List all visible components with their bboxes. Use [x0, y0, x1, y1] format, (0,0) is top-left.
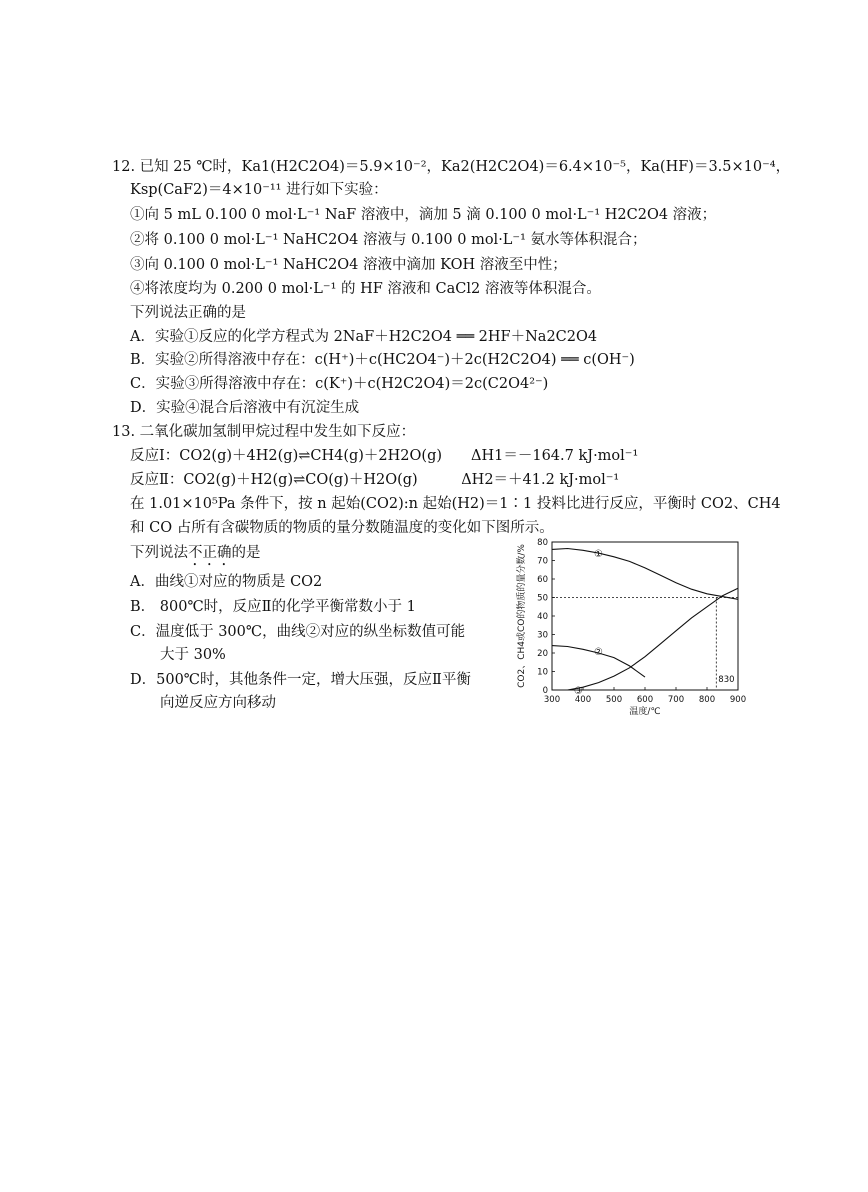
q13-reaction1: 反应Ⅰ：CO2(g)＋4H2(g)⇌CH4(g)＋2H2O(g) ΔH1＝－164.7 kJ·mol⁻¹: [130, 448, 639, 464]
series-label-1: ①: [594, 549, 603, 561]
q12-prompt: 下列说法正确的是: [130, 305, 246, 321]
series-line-3: [568, 588, 739, 690]
x-tick-label: 700: [667, 695, 685, 705]
q12-line2: Ksp(CaF2)＝4×10⁻¹¹ 进行如下实验：: [130, 182, 388, 198]
q13-option-c-line1: C．温度低于 300℃，曲线②对应的纵坐标数值可能: [130, 624, 466, 640]
q13-reaction2: 反应Ⅱ：CO2(g)＋H2(g)⇌CO(g)＋H2O(g) ΔH2＝＋41.2 kJ·mol⁻¹: [130, 472, 620, 488]
y-tick-label: 0: [542, 686, 548, 696]
q12-line1: 12. 已知 25 ℃时，Ka1(H2C2O4)＝5.9×10⁻²，Ka2(H2C2O4)＝6.4×10⁻⁵，Ka(HF)＝3.5×10⁻⁴，: [112, 159, 791, 175]
q13-option-a: A．曲线①对应的物质是 CO2: [130, 574, 323, 590]
q12-option-c: C．实验③所得溶液中存在：c(K⁺)＋c(H2C2O4)＝2c(C2O4²⁻): [130, 376, 549, 392]
q12-exp1: ①向 5 mL 0.100 0 mol·L⁻¹ NaF 溶液中，滴加 5 滴 0.100 0 mol·L⁻¹ H2C2O4 溶液；: [130, 207, 717, 223]
y-tick-label: 50: [537, 593, 548, 604]
plot-frame: [552, 542, 738, 690]
q13-line1: 13. 二氧化碳加氢制甲烷过程中发生如下反应：: [112, 424, 416, 440]
q13-prompt: [130, 543, 261, 569]
y-tick-label: 70: [537, 556, 548, 567]
q13-prompt-pre: 下列说法: [130, 545, 188, 561]
x-tick-label: 500: [605, 695, 623, 705]
q13-line5: 和 CO 占所有含碳物质的物质的量分数随温度的变化如下图所示。: [130, 520, 554, 536]
mole-fraction-chart: [512, 532, 752, 732]
q12-exp4: ④将浓度均为 0.200 0 mol·L⁻¹ 的 HF 溶液和 CaCl2 溶液等体积混合。: [130, 281, 601, 297]
q12-option-a: A．实验①反应的化学方程式为 2NaF＋H2C2O4 ══ 2HF＋Na2C2O4: [130, 329, 598, 345]
q13-option-c-line2: 大于 30%: [160, 647, 226, 663]
y-tick-label: 40: [537, 612, 548, 622]
y-tick-label: 20: [537, 649, 548, 659]
q13-option-d-line2: 向逆反应方向移动: [160, 695, 276, 711]
x-tick-label: 400: [574, 695, 592, 705]
y-tick-label: 30: [537, 630, 548, 641]
chart-layer: [515, 538, 746, 717]
q13-prompt-post: 的是: [231, 545, 261, 561]
q12-exp3: ③向 0.100 0 mol·L⁻¹ NaHC2O4 溶液中滴加 KOH 溶液至中性；: [130, 257, 567, 273]
y-tick-label: 80: [537, 538, 548, 548]
q13-option-d-line1: D．500℃时，其他条件一定，增大压强，反应Ⅱ平衡: [130, 672, 471, 688]
x-tick-label: 600: [636, 695, 654, 705]
y-tick-label: 10: [537, 667, 548, 678]
q13-option-b: B． 800℃时，反应Ⅱ的化学平衡常数小于 1: [130, 599, 416, 615]
x-tick-label: 900: [729, 695, 747, 705]
y-tick-label: 60: [537, 575, 548, 585]
q12-exp2: ②将 0.100 0 mol·L⁻¹ NaHC2O4 溶液与 0.100 0 mol·L⁻¹ 氨水等体积混合；: [130, 232, 647, 248]
q12-option-d: D．实验④混合后溶液中有沉淀生成: [130, 400, 360, 416]
q13-prompt-emphasis: 不正确: [188, 545, 232, 561]
marked-x-label: 830: [718, 675, 735, 685]
y-axis-title: CO2、CH4或CO的物质的量分数/%: [517, 544, 527, 688]
q12-option-b: B．实验②所得溶液中存在：c(H⁺)＋c(HC2O4⁻)＋2c(H2C2O4) ══ c(OH⁻): [130, 352, 635, 368]
q13-line4: 在 1.01×10⁵Pa 条件下，按 n 起始(CO2):n 起始(H2)＝1∶1 投料比进行反应，平衡时 CO2、CH4: [130, 496, 781, 512]
x-tick-label: 300: [543, 695, 561, 705]
series-label-2: ②: [594, 647, 603, 659]
series-line-1: [552, 549, 738, 600]
x-tick-label: 800: [698, 695, 716, 705]
x-axis-title: 温度/℃: [629, 707, 661, 717]
series-label-3: ③: [573, 686, 583, 697]
